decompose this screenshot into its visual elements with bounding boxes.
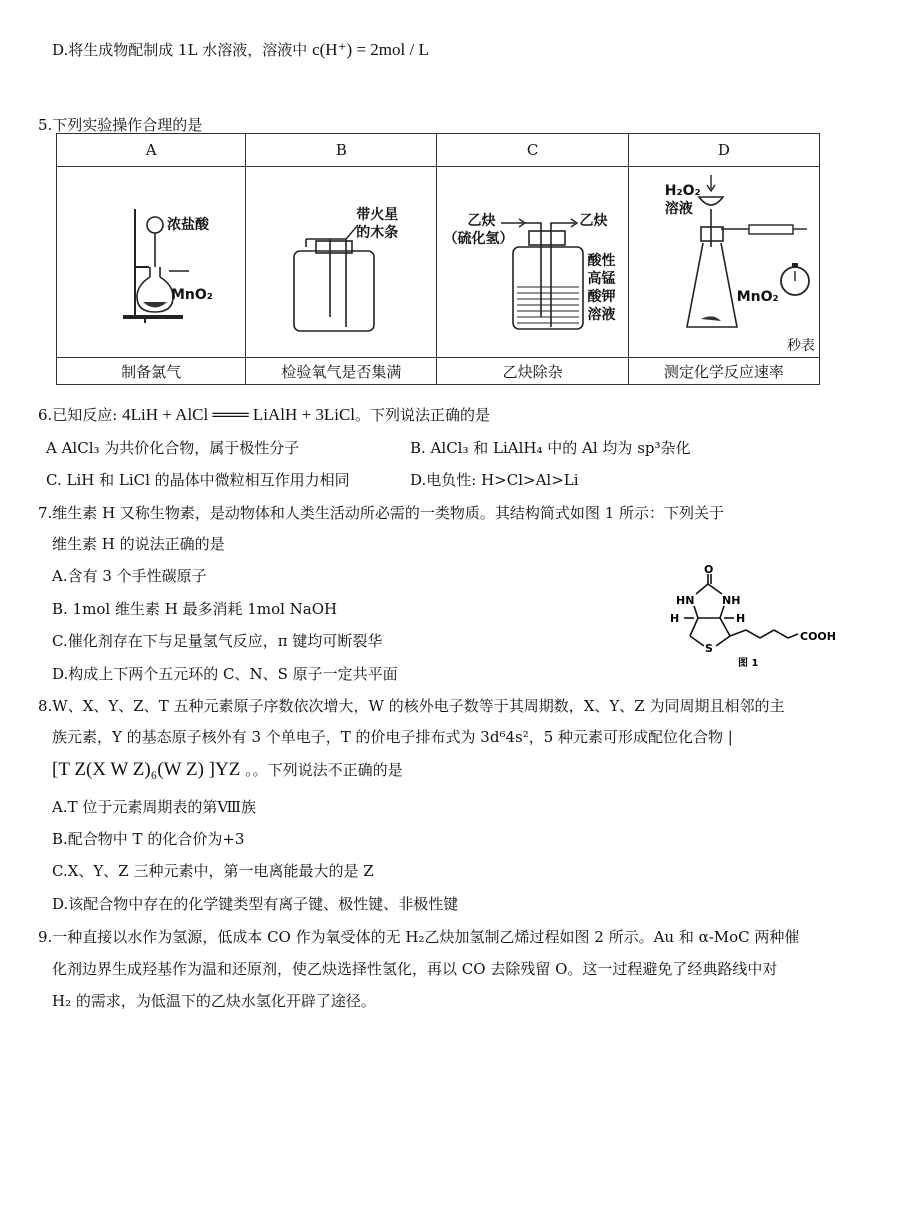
q7-option-b: B. 1mol 维生素 H 最多消耗 1mol NaOH	[52, 600, 338, 618]
q8-option-a: A.T 位于元素周期表的第Ⅷ族	[52, 798, 257, 816]
q6-option-d: D.电负性: H>Cl>Al>Li	[410, 471, 579, 489]
q5-d-h2o2-label: H₂O₂	[664, 183, 701, 199]
q5-c-sol-3: 酸钾	[587, 289, 616, 305]
fig1-o-label: O	[704, 563, 714, 576]
fig1-h-right-label: H	[736, 612, 746, 625]
q5-d-solid-label: MnO₂	[736, 289, 779, 305]
q5-cell-d	[628, 167, 819, 358]
q5-cell-a	[57, 167, 246, 358]
q6-option-c: C. LiH 和 LiCl 的晶体中微粒相互作用力相同	[46, 471, 350, 489]
q8-stem-3: [T Z(X W Z)₆(W Z) ]YZ 。。下列说法不正确的是	[52, 759, 403, 780]
q5-header-b: B	[246, 134, 437, 167]
q7-stem-1: 7.维生素 H 又称生物素，是动物体和人类生活动所必需的一类物质。其结构简式如图 1 所示：下列关于	[38, 504, 725, 522]
q5-c-out-label: 乙炔	[579, 213, 608, 229]
q7-option-a: A.含有 3 个手性碳原子	[52, 567, 207, 585]
q5-caption-d: 测定化学反应速率	[628, 358, 819, 385]
q5-b-label-1: 带火星	[356, 207, 399, 223]
q5-caption-b: 检验氧气是否集满	[246, 358, 437, 385]
q6-option-b: B. AlCl₃ 和 LiAlH₄ 中的 Al 均为 sp³杂化	[410, 439, 691, 457]
fig1-nh-label: NH	[722, 594, 741, 607]
q7-stem-2: 维生素 H 的说法正确的是	[52, 535, 225, 553]
q5-header-a: A	[57, 134, 246, 167]
q5-cell-b	[246, 167, 437, 358]
q6-option-a: A AlCl₃ 为共价化合物，属于极性分子	[46, 439, 300, 457]
fig1-h-left-label: H	[670, 612, 680, 625]
q5-c-in-label-2: （硫化氢）	[443, 231, 514, 247]
q8-option-b: B.配合物中 T 的化合价为+3	[52, 830, 245, 848]
q5-cell-c	[437, 167, 628, 358]
q5-caption-c: 乙炔除杂	[437, 358, 628, 385]
q5-b-label-2: 的木条	[356, 225, 399, 241]
q5-a-solid-label: MnO₂	[171, 287, 213, 303]
q6-stem: 6.已知反应: 4LiH + AlCl ═══ LiAlH + 3LiCl。下列说法正确的是	[38, 405, 491, 424]
fig1-hn-label: HN	[676, 594, 695, 607]
q4-option-d: D.将生成物配制成 1L 水溶液，溶液中 c(H⁺) = 2mol / L	[52, 40, 429, 59]
q5-c-sol-4: 溶液	[587, 307, 616, 323]
q8-formula: [T Z(X W Z)₆(W Z) ]YZ	[52, 759, 241, 780]
fig1-s-label: S	[705, 642, 713, 655]
q5-c-sol-1: 酸性	[587, 253, 616, 269]
q5-c-in-label-1: 乙炔	[467, 213, 496, 229]
q5-c-sol-2: 高锰	[587, 271, 616, 287]
q5-d-solution-label: 溶液	[664, 201, 693, 217]
q5-stem: 5.下列实验操作合理的是	[38, 116, 203, 134]
biotin-structure-figure	[650, 560, 850, 670]
q4-formula: c(H⁺) = 2mol / L	[312, 40, 429, 59]
q6-equation: 4LiH + AlCl ═══ LiAlH + 3LiCl	[122, 405, 356, 424]
q5-a-acid-label: 浓盐酸	[167, 217, 209, 233]
q8-stem-2: 族元素，Y 的基态原子核外有 3 个单电子，T 的价电子排布式为 3d⁶4s²，5 种元素可形成配位化合物 |	[52, 728, 733, 746]
q5-header-c: C	[437, 134, 628, 167]
q5-d-watch-label: 秒表	[787, 338, 815, 354]
q7-option-d: D.构成上下两个五元环的 C、N、S 原子一定共平面	[52, 665, 398, 683]
fig1-caption: 图 1	[738, 658, 759, 669]
q9-line-1: 9.一种直接以水作为氢源，低成本 CO 作为氧受体的无 H₂乙炔加氢制乙烯过程如图 2 所示。Au 和 α-MoC 两种催	[38, 928, 800, 946]
q8-option-c: C.X、Y、Z 三种元素中，第一电离能最大的是 Z	[52, 862, 374, 880]
q9-line-2: 化剂边界生成羟基作为温和还原剂，使乙炔选择性氢化，再以 CO 去除残留 O。这一过程避免了经典路线中对	[52, 960, 778, 978]
q5-caption-a: 制备氯气	[57, 358, 246, 385]
gas-bottle-icon	[246, 167, 434, 357]
q5-header-d: D	[628, 134, 819, 167]
q7-option-c: C.催化剂存在下与足量氢气反应，π 键均可断裂华	[52, 632, 383, 650]
q8-option-d: D.该配合物中存在的化学键类型有离子键、极性键、非极性键	[52, 895, 459, 913]
q5-table	[56, 133, 820, 385]
chlorine-apparatus-icon	[57, 167, 243, 357]
q8-stem-1: 8.W、X、Y、Z、T 五种元素原子序数依次增大，W 的核外电子数等于其周期数，X、Y、Z 为同周期且相邻的主	[38, 697, 785, 715]
fig1-cooh-label: COOH	[800, 630, 836, 643]
reaction-rate-apparatus-icon	[629, 167, 817, 357]
q9-line-3: H₂ 的需求，为低温下的乙炔水氢化开辟了途径。	[52, 992, 376, 1010]
